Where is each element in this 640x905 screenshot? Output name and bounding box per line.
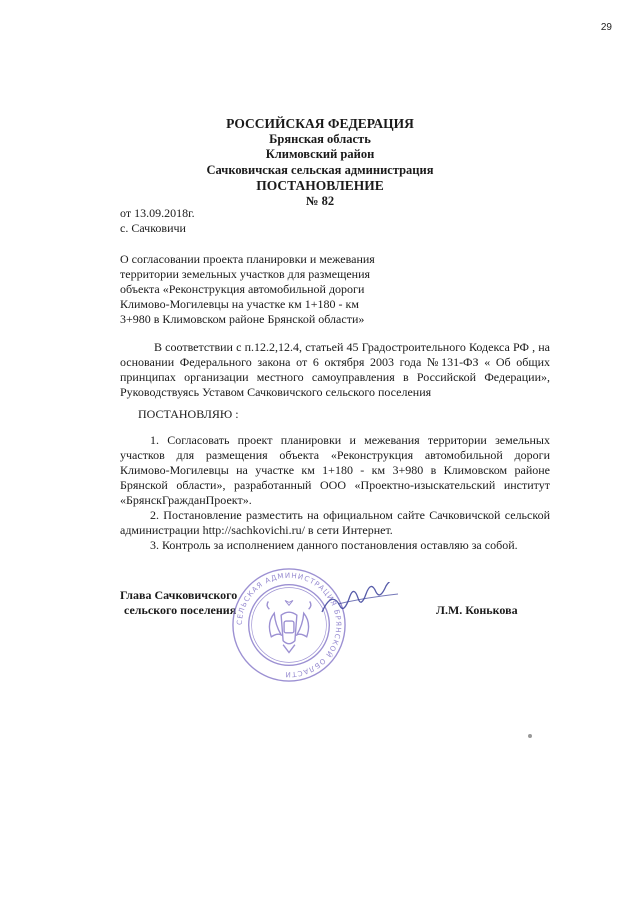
subject-line: О согласовании проекта планировки и межевания — [120, 252, 375, 266]
document-date: от 13.09.2018г. — [120, 206, 195, 220]
preamble-paragraph: В соответствии с п.12.2,12.4, статьей 45 Градостроительного Кодекса РФ , на основании Федерального закона от 6 октября 2003 года №131-ФЗ « Об общих принципах организации местного самоуправления в Российской Федерации», Руководствуясь Уставом Сачковичского сельского поселения — [120, 340, 550, 399]
signatory-title-line: сельского поселения — [124, 603, 237, 617]
decree-item: 1. Согласовать проект планировки и межевания территории земельных участков для размещения объекта «Реконструкция автомобильной дороги Климово-Могилевцы на участке км 1+180 - км 3+980 в Климовском районе Брянской области», разработанный ООО «Проектно-изыскательский институт «БрянскГражданПроект». — [120, 433, 550, 507]
subject-line: объекта «Реконструкция автомобильной дороги — [120, 282, 365, 296]
handwritten-signature — [318, 582, 408, 624]
signatory-name: Л.М. Конькова — [436, 603, 518, 617]
seal-ring-text: СЕЛЬСКАЯ АДМИНИСТРАЦИЯ БРЯНСКОЙ ОБЛАСТИ — [234, 570, 344, 680]
document-header — [0, 116, 640, 209]
page-number: 29 — [600, 22, 612, 33]
signatory-title-line: Глава Сачковичского — [120, 588, 238, 602]
header-doc-number: № 82 — [305, 193, 335, 208]
decree-item: 2. Постановление разместить на официальном сайте Сачковичской сельской администрации http://sachkovichi.ru/ в сети Интернет. — [120, 508, 550, 537]
decree-items — [120, 433, 550, 553]
header-doc-type: ПОСТАНОВЛЕНИЕ — [256, 178, 384, 193]
scan-speck — [528, 734, 532, 738]
subject-line: 3+980 в Климовском районе Брянской области» — [120, 312, 365, 326]
subject-line: территории земельных участков для размещения — [120, 267, 371, 281]
subject-line: Климово-Могилевцы на участке км 1+180 - км — [120, 297, 359, 311]
document-subject — [120, 252, 375, 327]
header-district: Климовский район — [265, 147, 375, 161]
date-place-block — [120, 206, 195, 236]
document-place: с. Сачковичи — [120, 221, 186, 235]
header-administration: Сачковичская сельская администрация — [206, 162, 434, 177]
decree-item: 3. Контроль за исполнением данного постановления оставляю за собой. — [150, 538, 518, 552]
header-country: РОССИЙСКАЯ ФЕДЕРАЦИЯ — [226, 116, 414, 131]
signatory-title — [120, 588, 237, 618]
header-region: Брянская область — [269, 131, 371, 146]
decree-word: ПОСТАНОВЛЯЮ : — [138, 407, 239, 421]
